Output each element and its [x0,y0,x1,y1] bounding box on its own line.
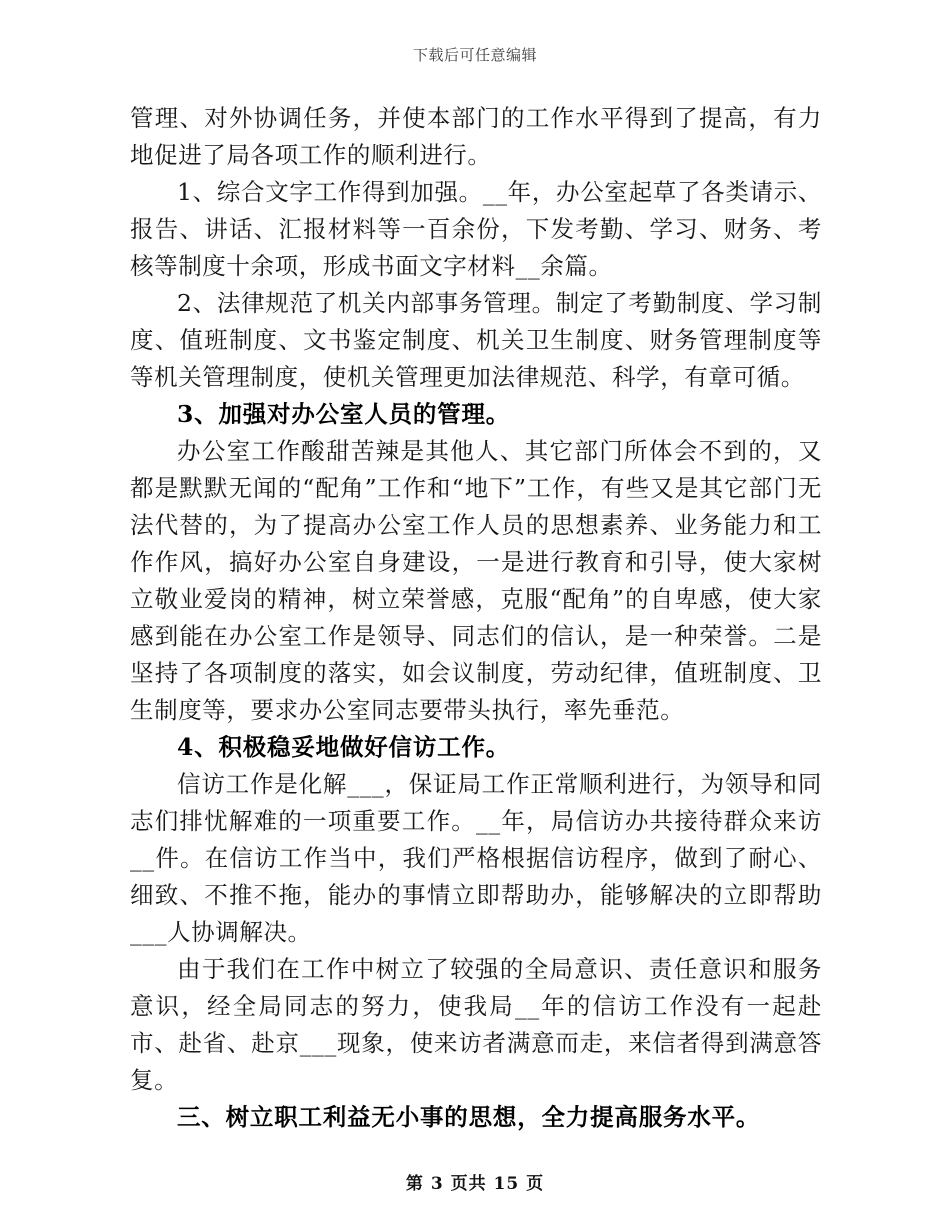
paragraph-item-1: 1、综合文字工作得到加强。__年，办公室起草了各类请示、报告、讲话、汇报材料等一百余份，下发考勤、学习、财务、考核等制度十余项，形成书面文字材料__余篇。 [130,178,822,280]
page-header-watermark: 下载后可任意编辑 [412,46,537,64]
paragraph-item-2: 2、法律规范了机关内部事务管理。制定了考勤制度、学习制度、值班制度、文书鉴定制度、机关卫生制度、财务管理制度等等机关管理制度，使机关管理更加法律规范、科学，有章可循。 [130,289,822,391]
paragraph-continuation: 管理、对外协调任务，并使本部门的工作水平得到了提高，有力地促进了局各项工作的顺利进行。 [130,104,822,169]
page-number-footer: 第 3 页共 15 页 [405,1174,545,1194]
paragraph-item-4-body: 信访工作是化解___，保证局工作正常顺利进行，为领导和同志们排忧解难的一项重要工作。__年，局信访办共接待群众来访__件。在信访工作当中，我们严格根据信访程序，做到了耐心、细致、不推不拖，能办的事情立即帮助办，能够解决的立即帮助___人协调解决。 [130,770,822,946]
heading-item-4: 4、积极稳妥地做好信访工作。 [177,733,511,761]
paragraph-item-4-result: 由于我们在工作中树立了较强的全局意识、责任意识和服务意识，经全局同志的努力，使我局__年的信访工作没有一起赴市、赴省、赴京___现象，使来访者满意而走，来信者得到满意答复。 [130,955,822,1094]
paragraph-item-3-body: 办公室工作酸甜苦辣是其他人、其它部门所体会不到的，又都是默默无闻的“配角”工作和“地下”工作，有些又是其它部门无法代替的，为了提高办公室工作人员的思想素养、业务能力和工作作风，搞好办公室自身建设，一是进行教育和引导，使大家树立敬业爱岗的精神，树立荣誉感，克服“配角”的自卑感，使大家感到能在办公室工作是领导、同志们的信认，是一种荣誉。二是坚持了各项制度的落实，如会议制度，劳动纪律，值班制度、卫生制度等，要求办公室同志要带头执行，率先垂范。 [130,437,822,724]
heading-section-3: 三、树立职工利益无小事的思想，全力提高服务水平。 [177,1103,761,1131]
document-body [130,100,822,1136]
heading-item-3: 3、加强对办公室人员的管理。 [177,400,511,428]
